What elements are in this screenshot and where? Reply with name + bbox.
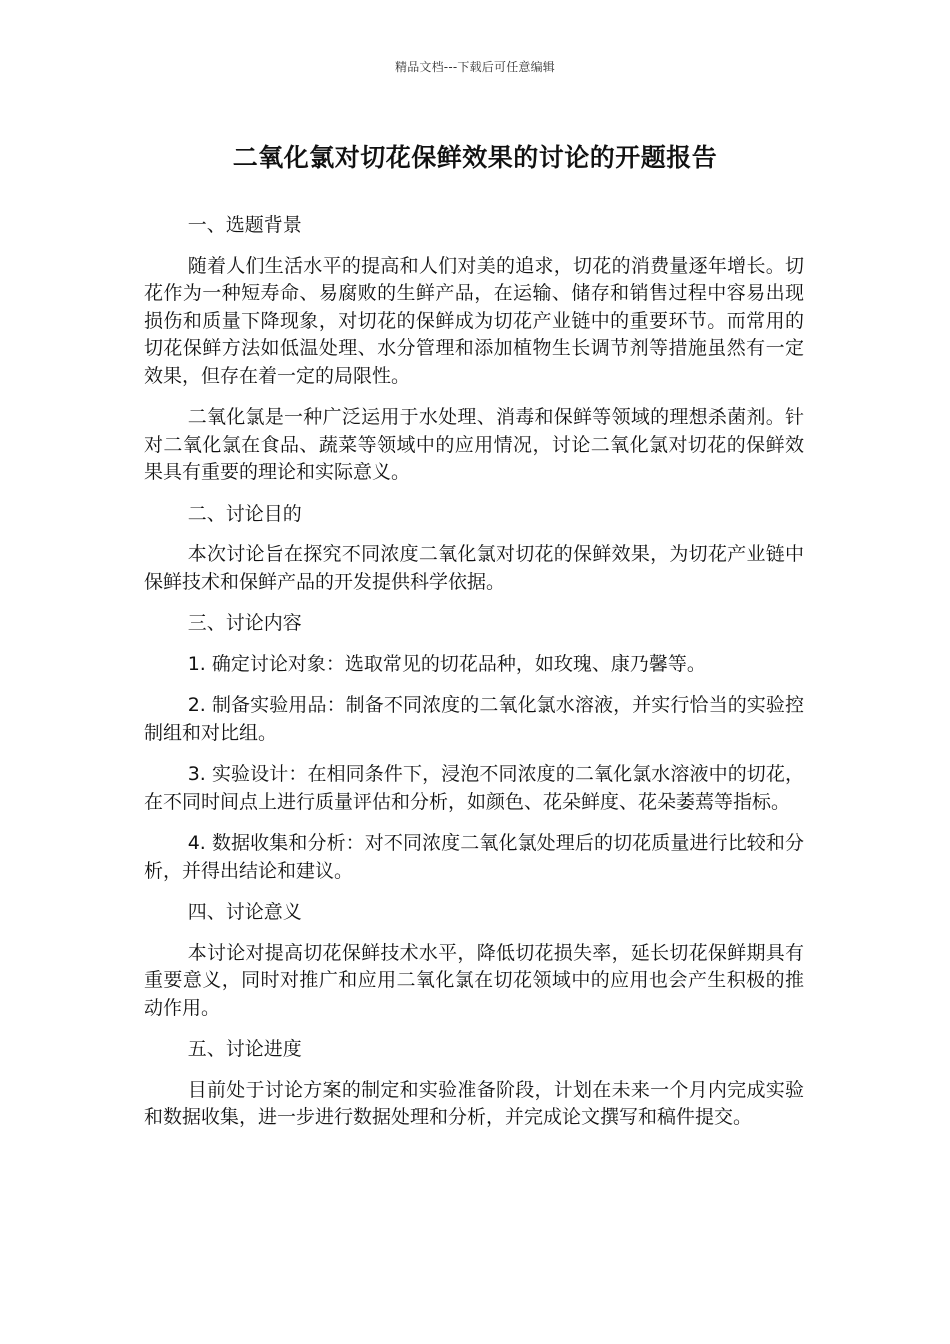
background-paragraph-2: 二氧化氯是一种广泛运用于水处理、消毒和保鲜等领域的理想杀菌剂。针对二氧化氯在食品、蔬菜等领域中的应用情况，讨论二氧化氯对切花的保鲜效果具有重要的理论和实际意义。 xyxy=(144,406,804,483)
document-title: 二氧化氯对切花保鲜效果的讨论的开题报告 xyxy=(232,143,718,172)
background-paragraph-1: 随着人们生活水平的提高和人们对美的追求，切花的消费量逐年增长。切花作为一种短寿命、易腐败的生鲜产品，在运输、储存和销售过程中容易出现损伤和质量下降现象，对切花的保鲜成为切花产业链中的重要环节。而常用的切花保鲜方法如低温处理、水分管理和添加植物生长调节剂等措施虽然有一定效果，但存在着一定的局限性。 xyxy=(144,254,804,387)
section-heading-content: 三、讨论内容 xyxy=(187,612,302,634)
section-heading-significance: 四、讨论意义 xyxy=(187,901,302,923)
content-item-4: 4. 数据收集和分析：对不同浓度二氧化氯处理后的切花质量进行比较和分析，并得出结论和建议。 xyxy=(144,832,804,882)
section-heading-background: 一、选题背景 xyxy=(187,214,302,236)
progress-paragraph: 目前处于讨论方案的制定和实验准备阶段，计划在未来一个月内完成实验和数据收集，进一步进行数据处理和分析，并完成论文撰写和稿件提交。 xyxy=(144,1078,804,1128)
header-note: 精品文档---下载后可任意编辑 xyxy=(395,60,555,74)
content-item-1: 1. 确定讨论对象：选取常见的切花品种，如玫瑰、康乃馨等。 xyxy=(187,652,706,675)
content-item-2: 2. 制备实验用品：制备不同浓度的二氧化氯水溶液，并实行恰当的实验控制组和对比组。 xyxy=(144,694,804,744)
significance-paragraph: 本讨论对提高切花保鲜技术水平，降低切花损失率，延长切花保鲜期具有重要意义，同时对推广和应用二氧化氯在切花领域中的应用也会产生积极的推动作用。 xyxy=(144,941,804,1019)
document-body xyxy=(144,212,804,1146)
content-item-3: 3. 实验设计：在相同条件下，浸泡不同浓度的二氧化氯水溶液中的切花，在不同时间点上进行质量评估和分析，如颜色、花朵鲜度、花朵萎蔫等指标。 xyxy=(144,763,804,813)
section-heading-progress: 五、讨论进度 xyxy=(187,1038,302,1060)
purpose-paragraph: 本次讨论旨在探究不同浓度二氧化氯对切花的保鲜效果，为切花产业链中保鲜技术和保鲜产品的开发提供科学依据。 xyxy=(144,543,804,593)
section-heading-purpose: 二、讨论目的 xyxy=(187,502,302,525)
